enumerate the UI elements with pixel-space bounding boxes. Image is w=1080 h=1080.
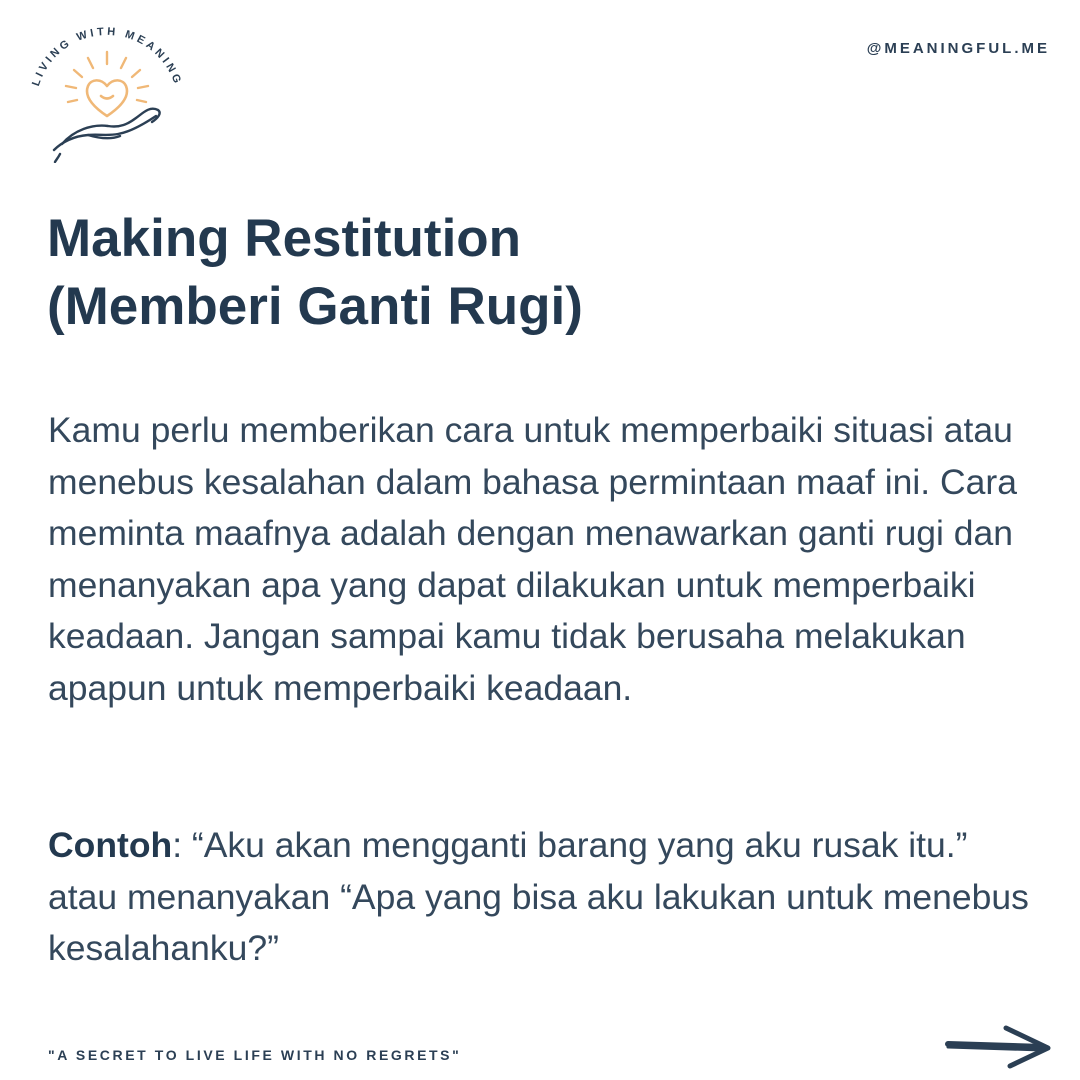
footer-tagline: "A SECRET TO LIVE LIFE WITH NO REGRETS" (48, 1047, 462, 1063)
social-handle: @MEANINGFUL.ME (866, 40, 1050, 57)
example-label: Contoh (48, 825, 173, 865)
sun-icon (66, 52, 148, 102)
logo (22, 18, 192, 163)
title-line-main: Making Restitution (47, 209, 522, 268)
example-text: : “Aku akan mengganti barang yang aku rusak itu.” atau menanyakan “Apa yang bisa aku lakukan untuk menebus kesalahanku?” (48, 825, 1029, 968)
heart-icon (87, 80, 127, 116)
logo-text: LIVING WITH MEANING (30, 25, 185, 88)
arrow-right-icon[interactable] (944, 1020, 1054, 1070)
title-line-translation: (Memberi Ganti Rugi) (47, 277, 583, 336)
example-paragraph (48, 820, 1038, 975)
body-paragraph: Kamu perlu memberikan cara untuk memperbaiki situasi atau menebus kesalahan dalam bahasa permintaan maaf ini. Cara meminta maafnya adalah dengan menawarkan ganti rugi dan menanyakan apa yang dapat dilakukan untuk memperbaiki keadaan. Jangan sampai kamu tidak berusaha melakukan apapun untuk memperbaiki keadaan. (48, 410, 1017, 708)
page-title (47, 205, 1027, 341)
